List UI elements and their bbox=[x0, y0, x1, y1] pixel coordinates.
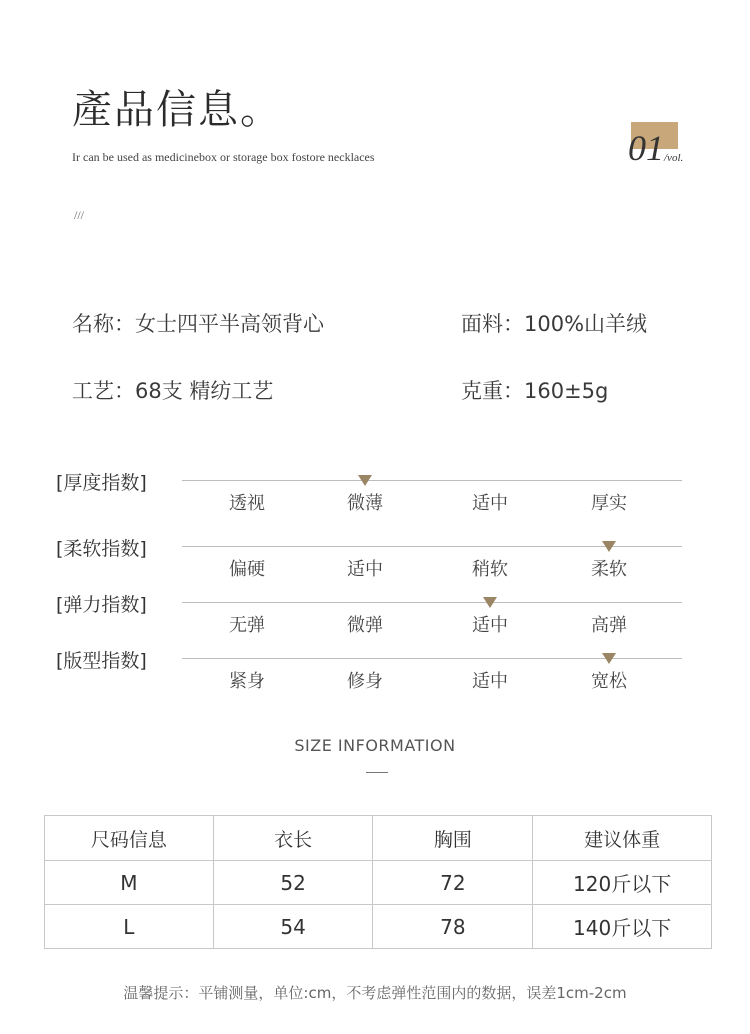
size-cell: 54 bbox=[213, 905, 373, 949]
size-header-cell: 尺码信息 bbox=[45, 816, 214, 861]
index-option: 透视 bbox=[229, 493, 265, 514]
size-cell: 52 bbox=[213, 861, 373, 905]
size-cell: 72 bbox=[373, 861, 533, 905]
size-header-cell: 建议体重 bbox=[533, 816, 712, 861]
size-header-cell: 衣长 bbox=[213, 816, 373, 861]
index-scale-line bbox=[182, 602, 682, 603]
index-option: 稍软 bbox=[472, 559, 508, 580]
index-marker-icon bbox=[602, 653, 616, 664]
size-heading: SIZE INFORMATION bbox=[294, 736, 456, 755]
info-name: 名称：女士四平半高领背心 bbox=[72, 312, 324, 336]
index-label: [柔软指数] bbox=[56, 538, 147, 560]
index-label: [弹力指数] bbox=[56, 594, 147, 616]
index-option: 适中 bbox=[347, 559, 383, 580]
index-option: 修身 bbox=[347, 671, 383, 692]
size-cell: 78 bbox=[373, 905, 533, 949]
size-cell: 140斤以下 bbox=[533, 905, 712, 949]
vol-number: 01 bbox=[628, 128, 664, 168]
info-weight: 克重：160±5g bbox=[461, 379, 609, 403]
index-marker-icon bbox=[358, 475, 372, 486]
size-heading-divider bbox=[366, 772, 388, 773]
table-row bbox=[45, 905, 712, 949]
measurement-note: 温馨提示：平铺测量，单位:cm，不考虑弹性范围内的数据，误差1cm-2cm bbox=[123, 984, 627, 1002]
index-marker-icon bbox=[483, 597, 497, 608]
index-option: 微薄 bbox=[347, 493, 383, 514]
index-option: 适中 bbox=[472, 671, 508, 692]
page-subtitle: Ir can be used as medicinebox or storage box fostore necklaces bbox=[72, 150, 375, 164]
index-option: 高弹 bbox=[591, 615, 627, 636]
index-option: 适中 bbox=[472, 493, 508, 514]
vol-label: /vol. bbox=[664, 152, 684, 164]
decorative-slashes: /// bbox=[74, 208, 85, 222]
index-label: [版型指数] bbox=[56, 650, 147, 672]
size-table-header bbox=[45, 816, 712, 861]
size-cell: M bbox=[45, 861, 214, 905]
info-craft: 工艺：68支 精纺工艺 bbox=[72, 379, 274, 403]
index-option: 紧身 bbox=[229, 671, 265, 692]
index-option: 柔软 bbox=[591, 559, 627, 580]
index-scale-line bbox=[182, 480, 682, 481]
table-row bbox=[45, 861, 712, 905]
size-header-cell: 胸围 bbox=[373, 816, 533, 861]
size-table bbox=[44, 815, 712, 949]
index-label: [厚度指数] bbox=[56, 472, 147, 494]
size-cell: 120斤以下 bbox=[533, 861, 712, 905]
index-marker-icon bbox=[602, 541, 616, 552]
size-cell: L bbox=[45, 905, 214, 949]
index-option: 宽松 bbox=[591, 671, 627, 692]
page-title: 產品信息。 bbox=[72, 87, 282, 133]
info-fabric: 面料：100%山羊绒 bbox=[461, 312, 648, 336]
index-option: 微弹 bbox=[347, 615, 383, 636]
index-option: 无弹 bbox=[229, 615, 265, 636]
index-option: 适中 bbox=[472, 615, 508, 636]
index-option: 偏硬 bbox=[229, 559, 265, 580]
index-option: 厚实 bbox=[591, 493, 627, 514]
